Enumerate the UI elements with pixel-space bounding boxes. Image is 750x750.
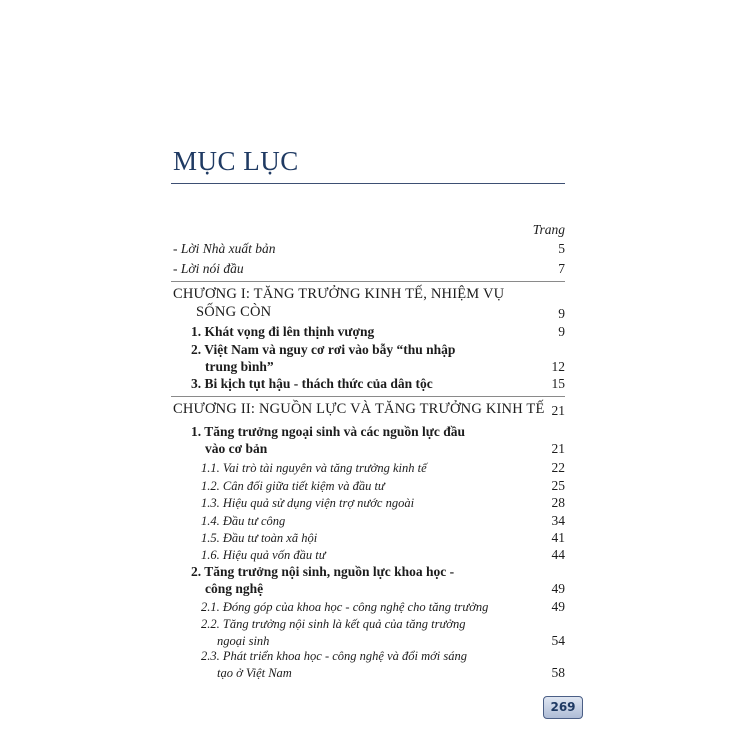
chapter-2-title: CHƯƠNG II: NGUỒN LỰC VÀ TĂNG TRƯỞNG KINH TẾ [173, 401, 545, 417]
page-column-header: Trang [532, 222, 565, 237]
toc-subitem-1-2: 1.2. Cân đối giữa tiết kiệm và đầu tư [201, 479, 385, 493]
chapter-1-item-1: 1. Khát vọng đi lên thịnh vượng [191, 324, 375, 339]
chapter-1-title: CHƯƠNG I: TĂNG TRƯỞNG KINH TẾ, NHIỆM VỤ [173, 286, 505, 302]
section-divider [171, 281, 565, 282]
chapter-2-section-1: 1. Tăng trưởng ngoại sinh và các nguồn lực đầu [191, 424, 465, 439]
toc-entry-front-1: - Lời Nhà xuất bản [173, 241, 276, 256]
chapter-1-item-3-page: 15 [551, 376, 565, 391]
page-title: MỤC LỤC [173, 146, 299, 176]
toc-subitem-1-1: 1.1. Vai trò tài nguyên và tăng trưởng kinh tế [201, 461, 427, 475]
toc-subitem-2-3-page: 58 [551, 665, 565, 680]
page-number-badge: 269 [543, 696, 583, 719]
toc-subitem-2-1-page: 49 [551, 599, 565, 614]
chapter-1-page: 9 [558, 306, 565, 321]
toc-subitem-1-1-page: 22 [551, 460, 565, 475]
toc-subitem-2-2-cont: ngoại sinh [217, 634, 270, 648]
toc-subitem-2-2: 2.2. Tăng trưởng nội sinh là kết quả của tăng trưởng [201, 617, 466, 631]
toc-subitem-1-3: 1.3. Hiệu quả sử dụng viện trợ nước ngoài [201, 496, 415, 510]
toc-entry-front-2: - Lời nói đầu [173, 261, 244, 276]
toc-subitem-1-3-page: 28 [551, 495, 565, 510]
chapter-2-section-2: 2. Tăng trưởng nội sinh, nguồn lực khoa học - [191, 564, 455, 579]
chapter-1-item-2-cont: trung bình” [205, 359, 274, 374]
section-divider [171, 396, 565, 397]
toc-subitem-1-4-page: 34 [551, 513, 565, 528]
chapter-2-section-2-cont: công nghệ [205, 581, 264, 596]
toc-subitem-1-5: 1.5. Đầu tư toàn xã hội [201, 531, 318, 545]
chapter-1-title-cont: SỐNG CÒN [196, 304, 272, 320]
toc-subitem-1-2-page: 25 [551, 478, 565, 493]
chapter-1-item-1-page: 9 [558, 324, 565, 339]
chapter-2-section-1-page: 21 [551, 441, 565, 456]
toc-subitem-2-3-cont: tạo ở Việt Nam [217, 666, 292, 680]
toc-subitem-1-6: 1.6. Hiệu quả vốn đầu tư [201, 548, 326, 562]
toc-subitem-1-5-page: 41 [551, 530, 565, 545]
toc-entry-front-2-page: 7 [558, 261, 565, 276]
chapter-2-section-2-page: 49 [551, 581, 565, 596]
chapter-1-item-2: 2. Việt Nam và nguy cơ rơi vào bẫy “thu nhập [191, 342, 456, 357]
chapter-1-item-2-page: 12 [551, 359, 565, 374]
toc-subitem-2-1: 2.1. Đóng góp của khoa học - công nghệ cho tăng trưởng [201, 600, 489, 614]
chapter-2-page: 21 [551, 403, 565, 418]
toc-subitem-2-3: 2.3. Phát triển khoa học - công nghệ và đổi mới sáng [201, 649, 468, 663]
chapter-2-section-1-cont: vào cơ bản [205, 441, 268, 456]
title-rule [171, 183, 565, 184]
toc-entry-front-1-page: 5 [558, 241, 565, 256]
chapter-1-item-3: 3. Bi kịch tụt hậu - thách thức của dân tộc [191, 376, 433, 391]
toc-subitem-1-6-page: 44 [551, 547, 565, 562]
toc-subitem-1-4: 1.4. Đầu tư công [201, 514, 286, 528]
toc-subitem-2-2-page: 54 [551, 633, 565, 648]
